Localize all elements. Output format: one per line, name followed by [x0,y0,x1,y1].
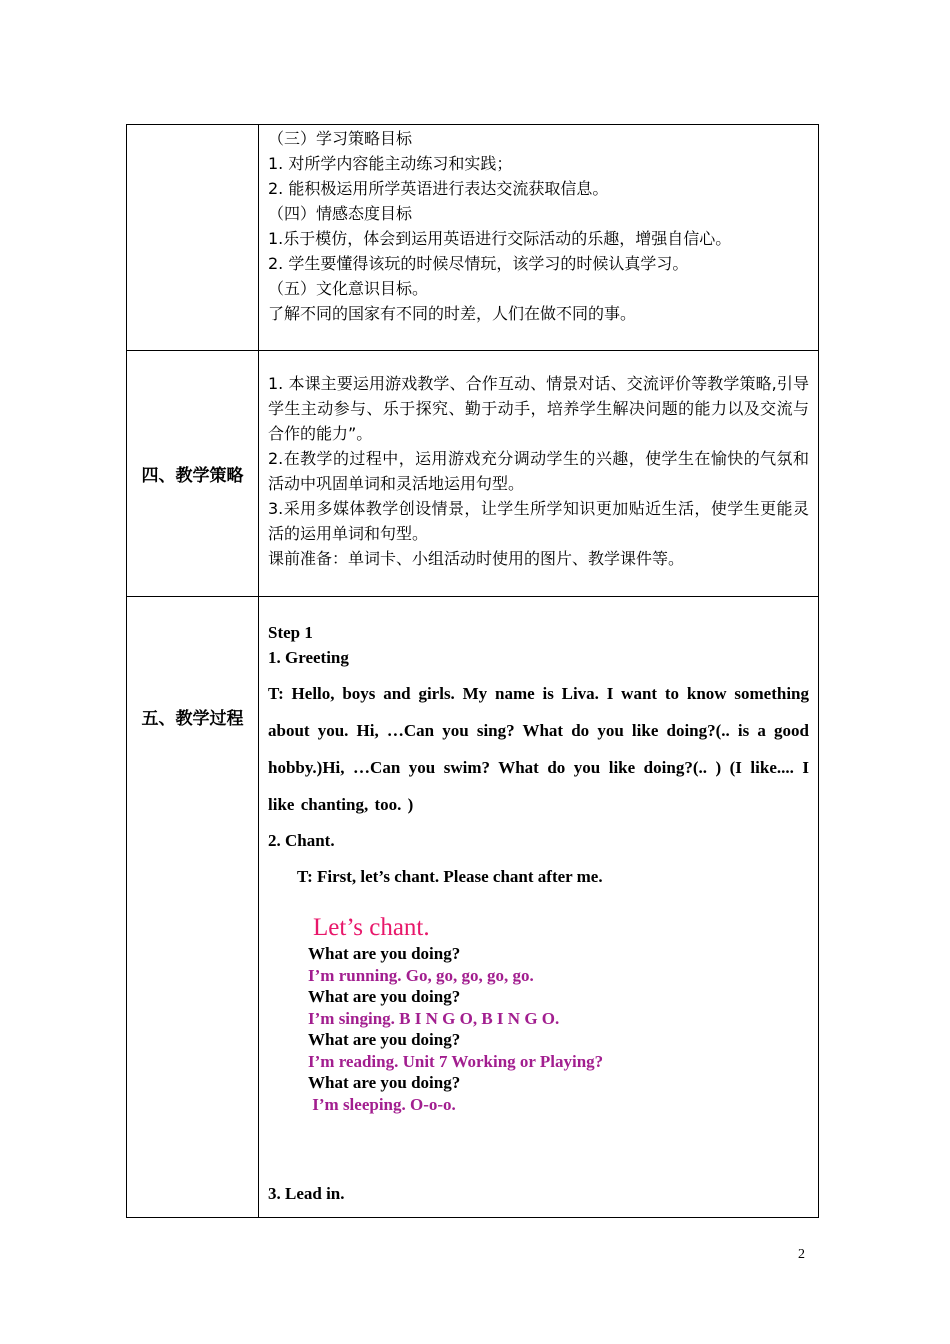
lead-in-heading: 3. Lead in. [268,1184,345,1203]
strategy-paragraph: 2.在教学的过程中，运用游戏充分调动学生的兴趣，使学生在愉快的气氛和活动中巩固单词和灵活地运用句型。 [268,449,809,493]
chant-title: Let’s chant. [313,914,430,941]
objective-line: （三）学习策略目标 [268,129,413,148]
lesson-plan-table [126,124,819,1218]
strategy-cell [259,351,818,596]
chant-line: What are you doing? [308,944,461,963]
chant-line: I’m reading. Unit 7 Working or Playing? [308,1051,604,1071]
row-label [127,125,259,350]
strategy-paragraph: 3.采用多媒体教学创设情景，让学生所学知识更加贴近生活，使学生更能灵活的运用单词和句型。 [268,499,809,543]
greeting-heading: 1. Greeting [268,648,349,667]
chant-line: I’m singing. B I N G O, B I N G O. [308,1008,560,1028]
table-row-process [127,596,818,1217]
row-label-process: 五、教学过程 [127,597,259,1217]
objectives-cell [259,125,818,350]
objective-line: 1.乐于模仿，体会到运用英语进行交际活动的乐趣，增强自信心。 [268,229,732,248]
table-row-strategy [127,350,818,596]
greeting-text: T: Hello, boys and girls. My name is Liva. I want to know something about you. Hi, …Can you sing? What do you like doing?(.. is a good hobby.)Hi, …Can you swim? What do you like doing?(.. ) (I like.... I like chanting, too. ) [268,684,809,814]
objective-line: （四）情感态度目标 [268,204,413,223]
objective-line: （五）文化意识目标。 [268,279,429,298]
objective-line: 1. 对所学内容能主动练习和实践； [268,154,513,173]
objective-line: 2. 学生要懂得该玩的时候尽情玩，该学习的时候认真学习。 [268,254,689,273]
chant-line: What are you doing? [308,1073,461,1092]
chant-heading: 2. Chant. [268,831,335,850]
row-label-strategy: 四、教学策略 [127,351,259,596]
chant-line: What are you doing? [308,987,461,1006]
chant-instruction: T: First, let’s chant. Please chant after me. [297,867,603,886]
chant-lyrics [268,943,809,1115]
objective-line: 2. 能积极运用所学英语进行表达交流获取信息。 [268,179,609,198]
strategy-paragraph: 课前准备：单词卡、小组活动时使用的图片、教学课件等。 [268,549,685,568]
step-heading: Step 1 [268,623,313,642]
chant-line: I’m running. Go, go, go, go, go. [308,965,534,985]
objective-line: 了解不同的国家有不同的时差，人们在做不同的事。 [268,304,637,323]
chant-line: What are you doing? [308,1030,461,1049]
chant-line: I’m sleeping. O-o-o. [308,1094,456,1114]
strategy-paragraph: 1. 本课主要运用游戏教学、合作互动、情景对话、交流评价等教学策略,引导学生主动参与、乐于探究、勤于动手，培养学生解决问题的能力以及交流与合作的能力”。 [268,374,809,443]
table-row-objectives [127,125,818,350]
page-number: 2 [798,1247,805,1262]
process-cell [259,597,818,1217]
